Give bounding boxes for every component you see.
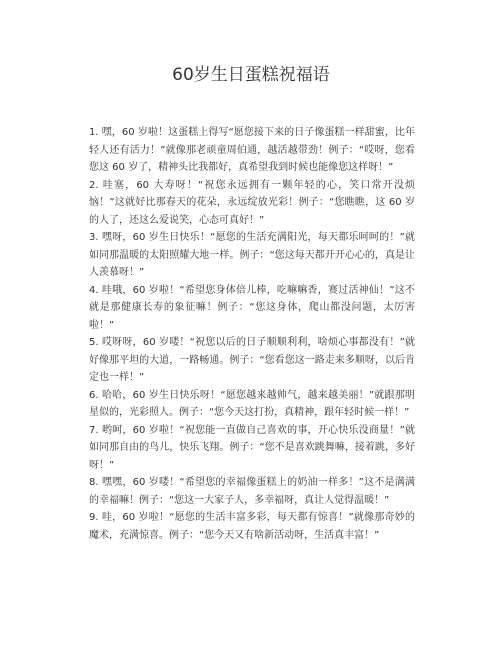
document-title: 60岁生日蛋糕祝福语 bbox=[172, 65, 330, 85]
document-body bbox=[89, 124, 415, 544]
blessing-paragraph-3: 3. 嘿呀，60 岁生日快乐！“愿您的生活充满阳光，每天都乐呵呵的！”就如同那温暖的太阳照耀大地一样。例子：“您这每天都开开心心的，真是让人羡慕呀！” bbox=[89, 232, 415, 278]
blessing-paragraph-2: 2. 哇塞，60 大寿呀！“祝您永远拥有一颗年轻的心，笑口常开没烦恼！”这就好比那春天的花朵，永远绽放光彩！例子：“您瞧瞧，这 60 岁的人了，还这么爱说笑，心态可真好！” bbox=[89, 179, 415, 226]
blessing-paragraph-9: 9. 哇，60 岁啦！“愿您的生活丰富多彩，每天都有惊喜！”就像那奇妙的魔术，充满惊喜。例子：“您今天又有啥新活动呀，生活真丰富！” bbox=[89, 512, 415, 541]
blessing-paragraph-6: 6. 哈哈，60 岁生日快乐呀！“愿您越来越帅气，越来越美丽！”就跟那明星似的，光彩照人。例子：“您今天这打扮，真精神，跟年轻时候一样！” bbox=[89, 389, 415, 418]
blessing-paragraph-5: 5. 哎呀呀，60 岁喽！“祝您以后的日子顺顺利利，啥烦心事都没有！”就好像那平坦的大道，一路畅通。例子：“您看您这一路走来多顺呀，以后肯定也一样！” bbox=[89, 337, 415, 383]
blessing-paragraph-4: 4. 哇哦，60 岁啦！“希望您身体倍儿棒，吃嘛嘛香，赛过活神仙！”这不就是那健康长寿的象征嘛！例子：“您这身体，爬山都没问题，太厉害啦！” bbox=[89, 284, 415, 331]
blessing-paragraph-8: 8. 嘿嘿，60 岁喽！“希望您的幸福像蛋糕上的奶油一样多！”这不是满满的幸福嘛！例子：“您这一大家子人，多幸福呀，真让人觉得温暖！” bbox=[89, 477, 415, 506]
blessing-paragraph-7: 7. 哟呵，60 岁啦！“祝您能一直做自己喜欢的事，开心快乐没商量！”就如同那自由的鸟儿，快乐飞翔。例子：“您不是喜欢跳舞嘛，接着跳，多好呀！” bbox=[89, 424, 415, 471]
blessing-paragraph-1: 1. 嘿，60 岁啦！这蛋糕上得写“愿您接下来的日子像蛋糕一样甜蜜，比年轻人还有活力！”就像那老顽童周伯通，越活越带劲！例子：“哎呀，您看您这 60 岁了，精神头比我都好，真希望我到时候也能像您这样呀！” bbox=[89, 127, 415, 173]
